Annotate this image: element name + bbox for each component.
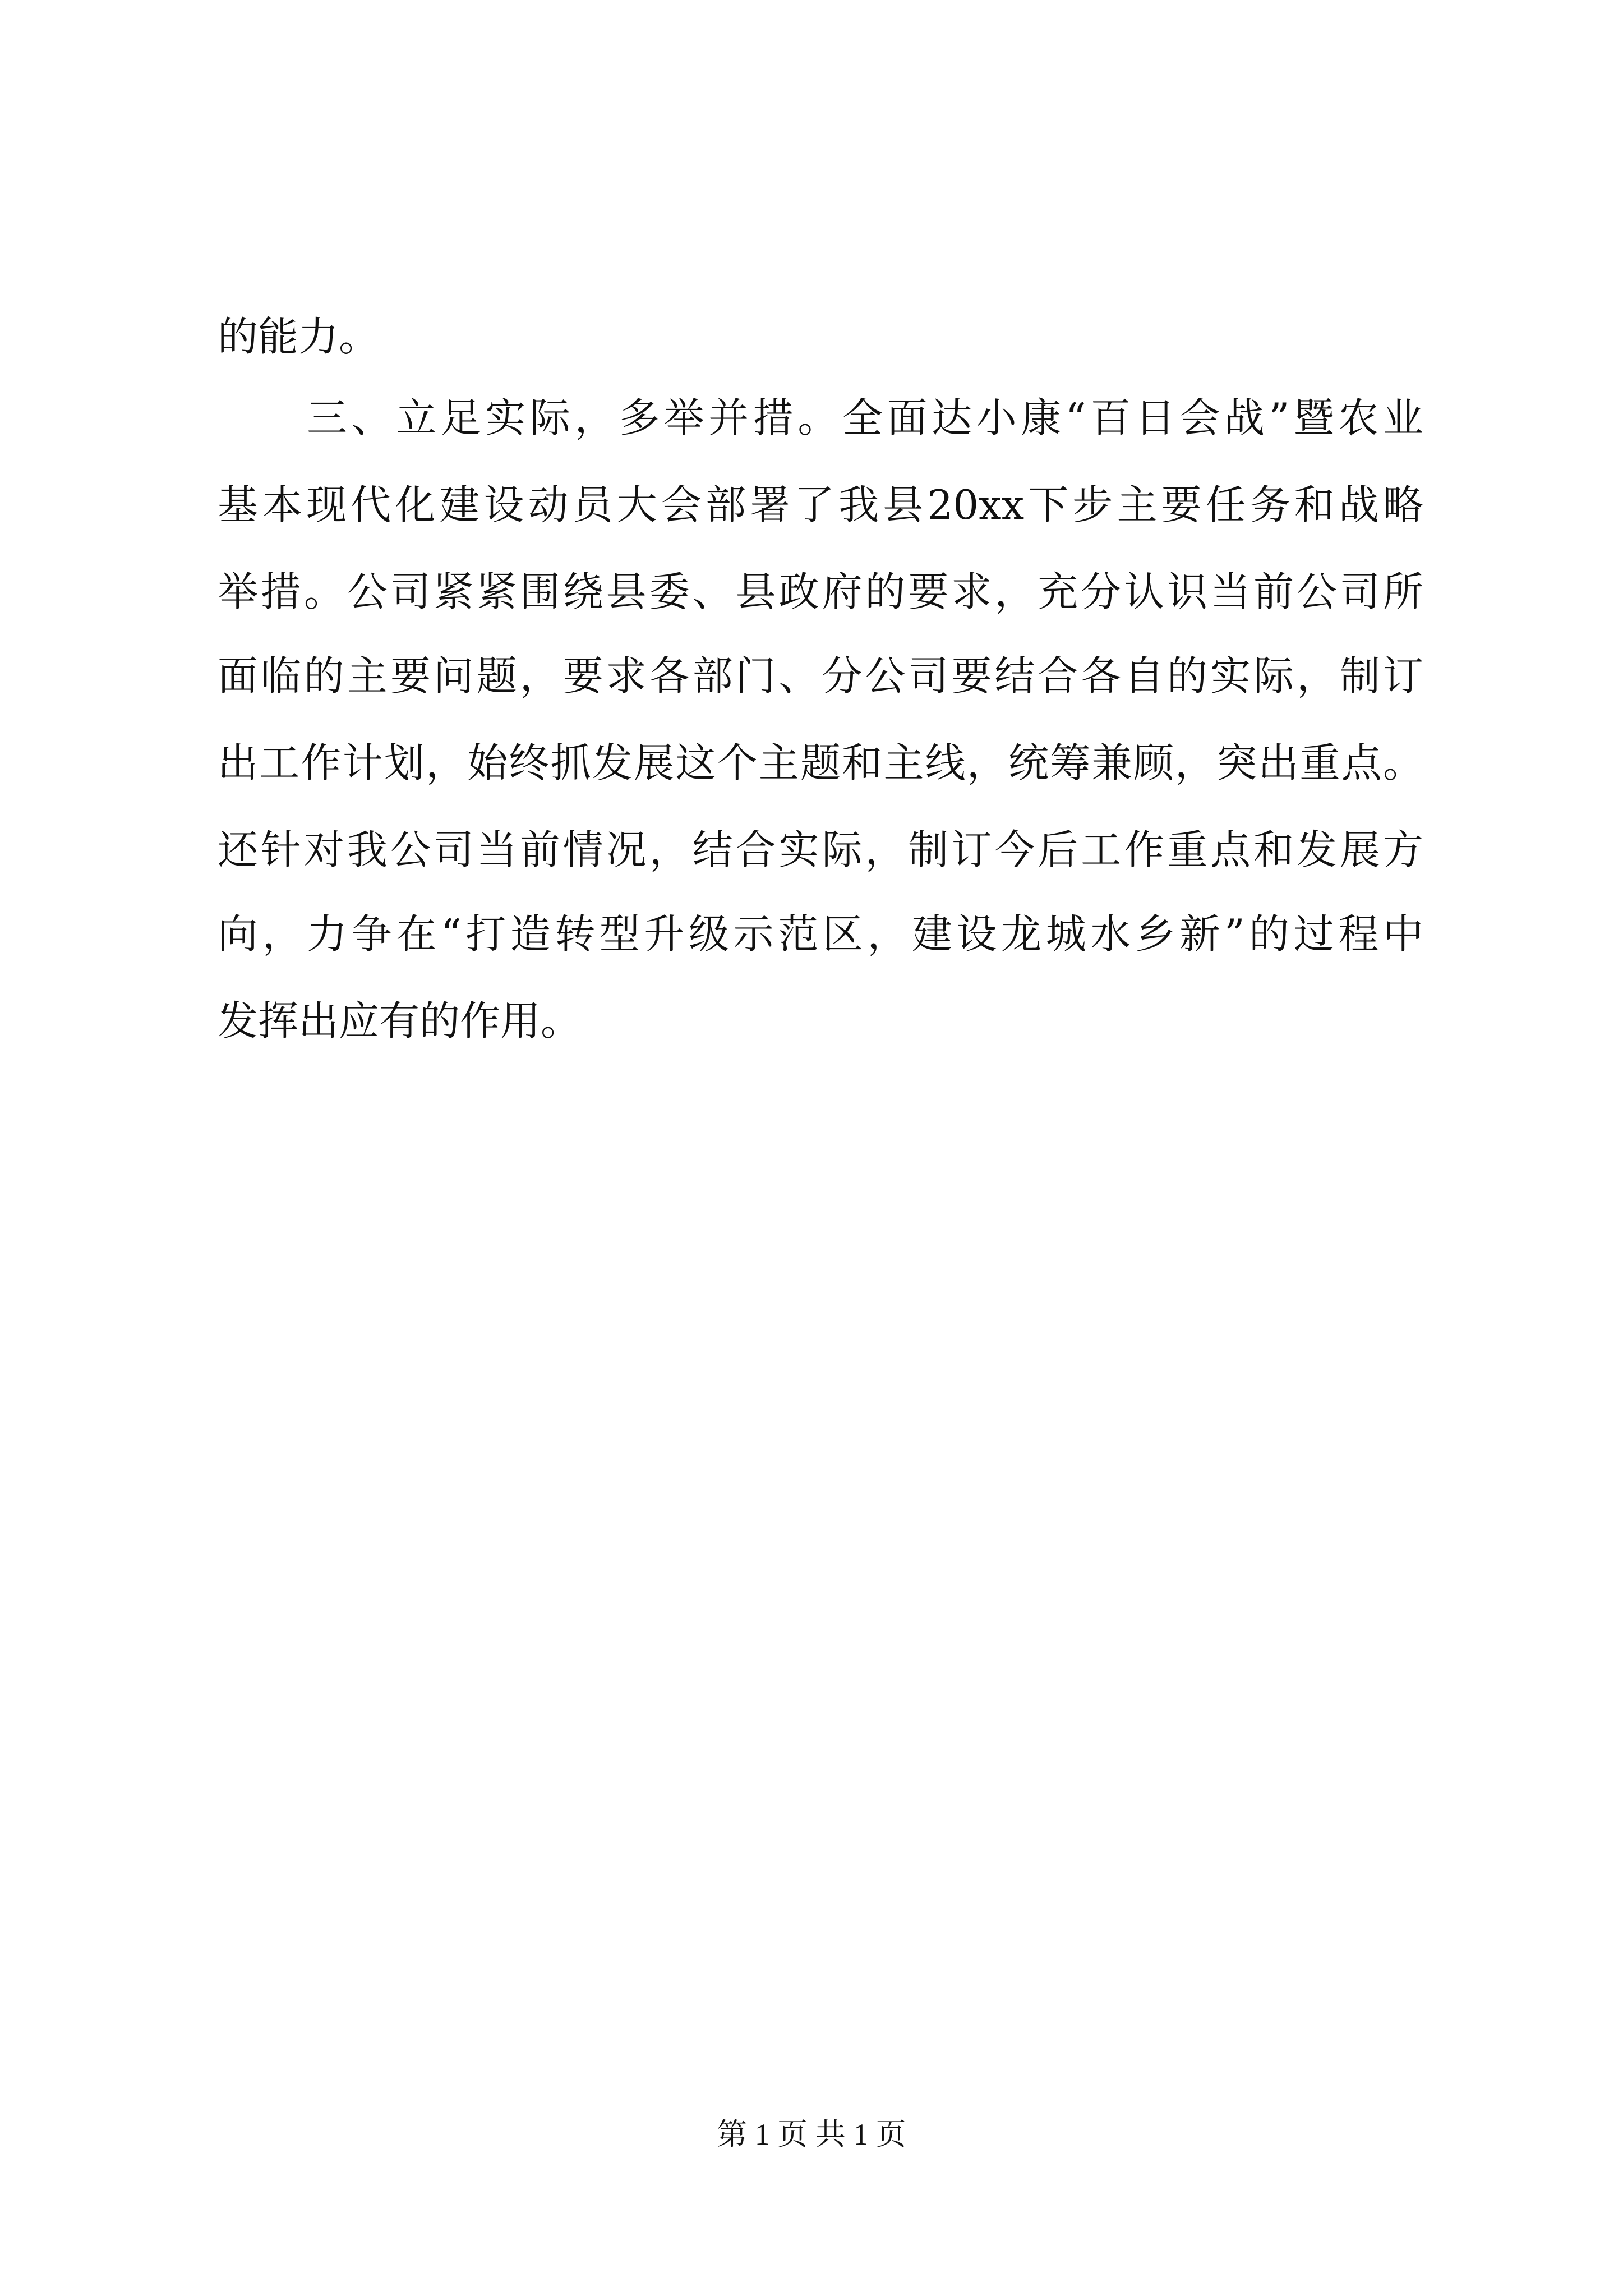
- paragraph-line-4: 举措。公司紧紧围绕县委、县政府的要求，充分认识当前公司所: [218, 568, 1423, 615]
- paragraph-line-6: 出工作计划，始终抓发展这个主题和主线，统筹兼顾，突出重点。: [218, 739, 1423, 786]
- paragraph-line-3: 基本现代化建设动员大会部署了我县20xx下步主要任务和战略: [218, 481, 1423, 528]
- paragraph-line-9: 发挥出应有的作用。: [218, 997, 582, 1045]
- paragraph-line-1: 的能力。: [218, 313, 380, 360]
- paragraph-line-7: 还针对我公司当前情况，结合实际，制订今后工作重点和发展方: [218, 826, 1423, 873]
- page-footer: 第 1 页 共 1 页: [717, 2118, 906, 2151]
- paragraph-line-8: 向，力争在“打造转型升级示范区，建设龙城水乡新”的过程中: [218, 910, 1423, 958]
- paragraph-line-5: 面临的主要问题，要求各部门、分公司要结合各自的实际，制订: [218, 652, 1423, 700]
- paragraph-line-2: 三、立足实际，多举并措。全面达小康“百日会战”暨农业: [218, 394, 1423, 441]
